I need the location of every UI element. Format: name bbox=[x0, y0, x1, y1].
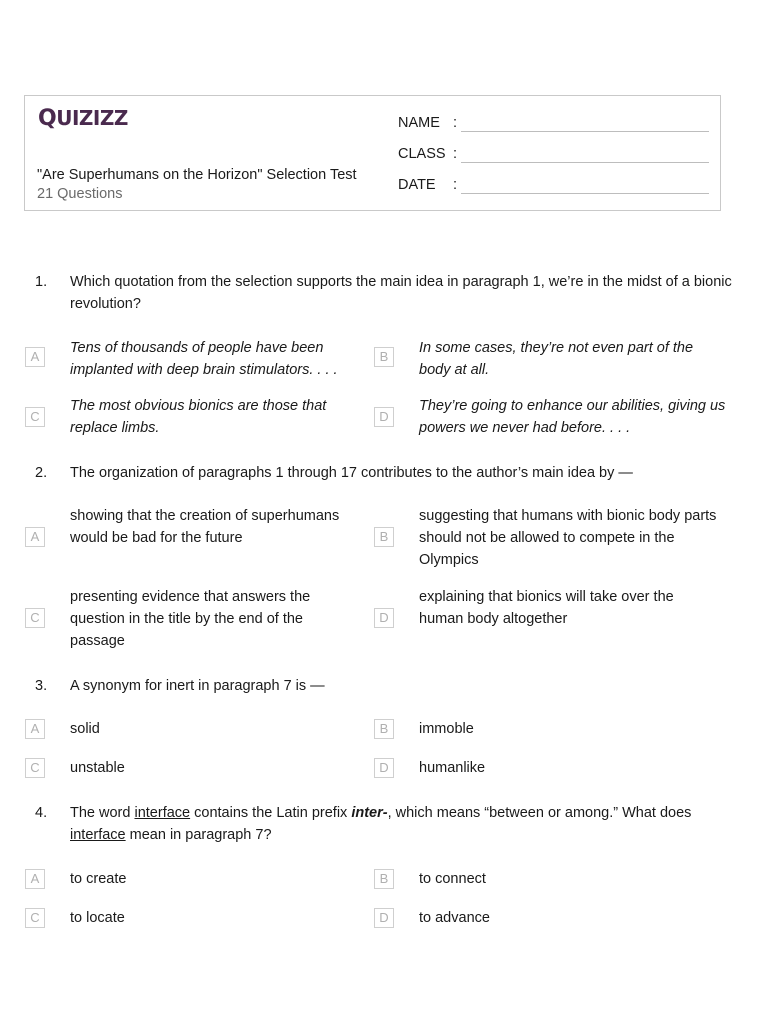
question-number: 3. bbox=[35, 678, 48, 694]
quizizz-logo: QUIZIZZ bbox=[38, 106, 128, 131]
option-text: unstable bbox=[70, 760, 125, 776]
option-letter-box[interactable]: D bbox=[374, 908, 394, 928]
option-letter-box[interactable]: D bbox=[374, 758, 394, 778]
question-number: 4. bbox=[35, 805, 48, 821]
question-number: 2. bbox=[35, 465, 48, 481]
question-number: 1. bbox=[35, 274, 48, 290]
class-line bbox=[461, 162, 709, 163]
question-text: Which quotation from the selection supports the main idea in paragraph 1, we’re in the midst of a bionic revolution? bbox=[70, 274, 732, 312]
underlined-word: interface bbox=[134, 805, 191, 821]
option-letter-box[interactable]: A bbox=[25, 719, 45, 739]
option-letter-box[interactable]: B bbox=[374, 527, 394, 547]
option-letter-box[interactable]: A bbox=[25, 527, 45, 547]
question-text: A synonym for inert in paragraph 7 is — bbox=[70, 678, 325, 694]
name-label: NAME bbox=[398, 115, 440, 131]
question-text: The word interface contains the Latin prefix inter-, which means “between or among.” What does interface mean in paragraph 7? bbox=[70, 805, 692, 843]
option-text: humanlike bbox=[419, 760, 486, 776]
question-count: 21 Questions bbox=[37, 186, 123, 202]
option-letter-box[interactable]: C bbox=[25, 908, 45, 928]
option-text: explaining that bionics will take over the human body altogether bbox=[419, 589, 674, 627]
option-letter-box[interactable]: B bbox=[374, 347, 394, 367]
test-title: "Are Superhumans on the Horizon" Selection Test bbox=[37, 167, 357, 183]
worksheet-header bbox=[24, 95, 721, 211]
option-text: Tens of thousands of people have been implanted with deep brain stimulators. . . . bbox=[70, 340, 338, 378]
option-letter-box[interactable]: D bbox=[374, 407, 394, 427]
option-text: to locate bbox=[70, 910, 125, 926]
option-text: suggesting that humans with bionic body parts should not be allowed to compete in the Olympics bbox=[419, 508, 717, 568]
class-field[interactable]: CLASS : bbox=[398, 146, 461, 162]
option-text: solid bbox=[70, 721, 100, 737]
name-field[interactable]: NAME : bbox=[398, 115, 461, 131]
option-text: In some cases, they’re not even part of the body at all. bbox=[419, 340, 694, 378]
option-letter-box[interactable]: C bbox=[25, 758, 45, 778]
option-letter-box[interactable]: D bbox=[374, 608, 394, 628]
option-text: showing that the creation of superhumans would be bad for the future bbox=[70, 508, 340, 546]
option-letter-box[interactable]: A bbox=[25, 347, 45, 367]
date-line bbox=[461, 193, 709, 194]
underlined-word: interface bbox=[70, 827, 126, 843]
option-text: They’re going to enhance our abilities, giving us powers we never had before. . . . bbox=[419, 398, 726, 436]
option-letter-box[interactable]: B bbox=[374, 719, 394, 739]
option-text: to create bbox=[70, 871, 127, 887]
date-label: DATE bbox=[398, 177, 436, 193]
option-text: to advance bbox=[419, 910, 490, 926]
option-text: to connect bbox=[419, 871, 486, 887]
date-field[interactable]: DATE : bbox=[398, 177, 461, 193]
name-line bbox=[461, 131, 709, 132]
option-letter-box[interactable]: C bbox=[25, 407, 45, 427]
option-text: presenting evidence that answers the question in the title by the end of the passage bbox=[70, 589, 311, 649]
option-text: The most obvious bionics are those that replace limbs. bbox=[70, 398, 327, 436]
class-label: CLASS bbox=[398, 146, 446, 162]
option-text: immoble bbox=[419, 721, 474, 737]
option-letter-box[interactable]: B bbox=[374, 869, 394, 889]
bold-prefix: inter- bbox=[351, 805, 388, 821]
option-letter-box[interactable]: C bbox=[25, 608, 45, 628]
option-letter-box[interactable]: A bbox=[25, 869, 45, 889]
question-text: The organization of paragraphs 1 through 17 contributes to the author’s main idea by — bbox=[70, 465, 633, 481]
